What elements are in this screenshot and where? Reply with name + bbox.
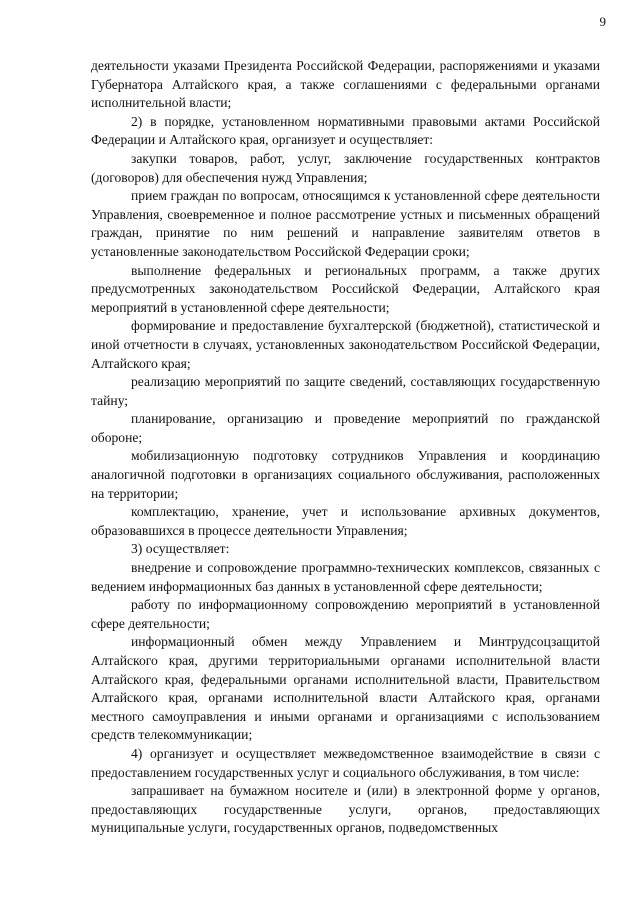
paragraph: 2) в порядке, установленном нормативными правовыми актами Российской Федерации и Алтайского края, организует и осуществляет: [91,113,600,148]
paragraph: работу по информационному сопровождению мероприятий в установленной сфере деятельности; [91,597,600,631]
document-body [91,57,600,838]
paragraph: 3) осуществляет: [131,541,230,557]
paragraph: деятельности указами Президента Российской Федерации, распоряжениями и указами Губернатора Алтайского края, а также соглашениями с федеральными органами исполнительной власти; [91,58,600,111]
paragraph: прием граждан по вопросам, относящимся к установленной сфере деятельности Управления, своевременное и полное рассмотрение устных и письменных обращений граждан, принятие по ним решений и направление заявителям ответов в установленные законодательством Российской Федерации сроки; [91,188,600,259]
paragraph: реализацию мероприятий по защите сведений, составляющих государственную тайну; [91,374,600,408]
paragraph: комплектацию, хранение, учет и использование архивных документов, образовавшихся в процессе деятельности Управления; [91,504,600,538]
paragraph: запрашивает на бумажном носителе и (или) в электронной форме у органов, предоставляющих государственные услуги, органов, предоставляющих муниципальные услуги, государственных органов, подведомственных [91,783,600,836]
paragraph: закупки товаров, работ, услуг, заключение государственных контрактов (договоров) для обеспечения нужд Управления; [91,150,600,185]
paragraph: формирование и предоставление бухгалтерской (бюджетной), статистической и иной отчетности в случаях, установленных законодательством Российской Федерации, Алтайского края; [91,318,600,371]
paragraph: мобилизационную подготовку сотрудников Управления и координацию аналогичной подготовки в организациях социального обслуживания, расположенных на территории; [91,448,600,501]
paragraph: выполнение федеральных и региональных программ, а также других предусмотренных законодательством Российской Федерации, Алтайского края мероприятий в установленной сфере деятельности; [91,262,600,315]
paragraph: 4) организует и осуществляет межведомственное взаимодействие в связи с предоставлением государственных услуг и социального обслуживания, в том числе: [91,745,600,780]
paragraph: информационный обмен между Управлением и Минтрудсоцзащитой Алтайского края, другими территориальными органами исполнительной власти Алтайского края, федеральными органами исполнительной власти, Правительством Алтайского края, органами исполнительной власти Алтайского края, органами местного самоуправления и иными органами и организациями с использованием средств телекоммуникации; [91,634,600,743]
page-number: 9 [599,14,606,29]
paragraph: внедрение и сопровождение программно-технических комплексов, связанных с ведением информационных баз данных в установленной сфере деятельности; [91,560,600,594]
paragraph: планирование, организацию и проведение мероприятий по гражданской обороне; [91,411,600,445]
